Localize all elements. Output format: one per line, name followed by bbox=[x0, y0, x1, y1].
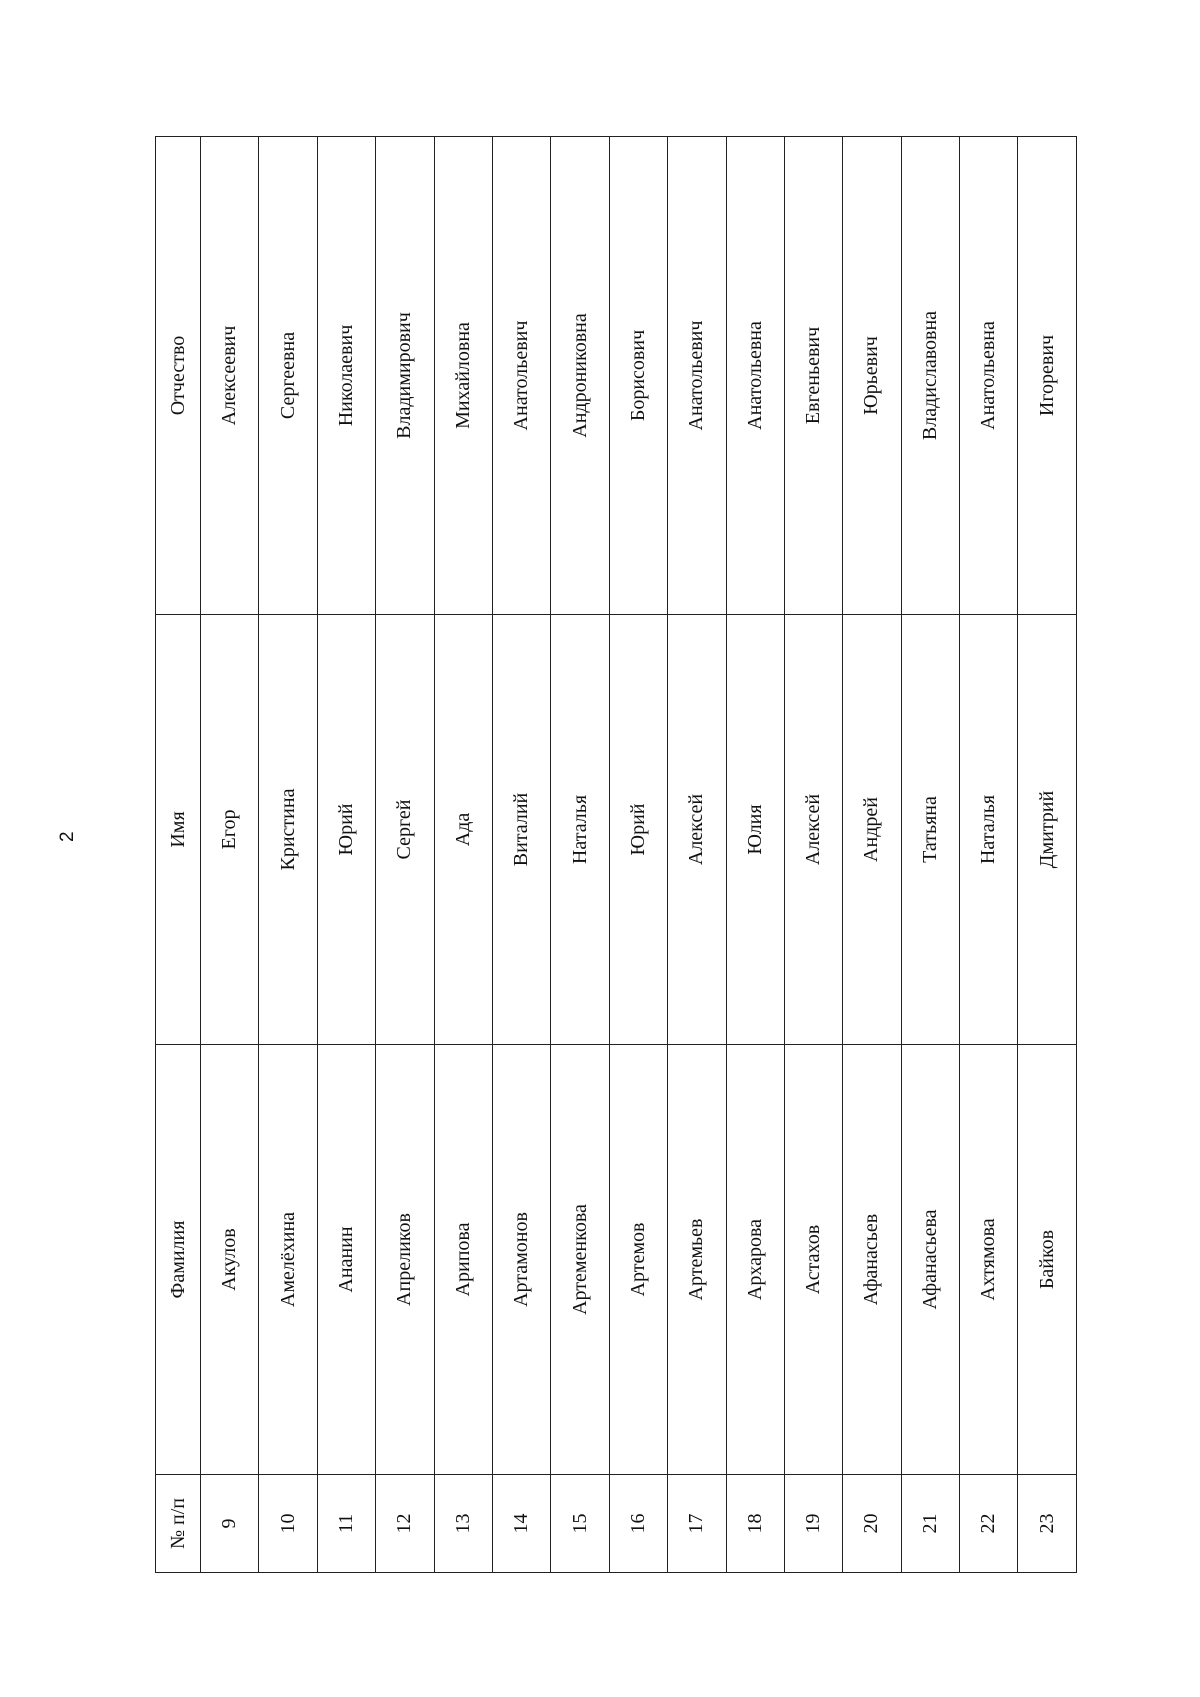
cell-first-name: Наталья bbox=[551, 615, 609, 1045]
cell-last-name: Артамонов bbox=[492, 1045, 550, 1475]
cell-num: 20 bbox=[843, 1475, 901, 1573]
table-row bbox=[843, 137, 901, 1573]
table-row bbox=[434, 137, 492, 1573]
table-row bbox=[492, 137, 550, 1573]
table-header-row bbox=[156, 137, 201, 1573]
table-row bbox=[784, 137, 842, 1573]
cell-last-name: Акулов bbox=[201, 1045, 259, 1475]
cell-first-name: Алексей bbox=[668, 615, 726, 1045]
cell-num: 19 bbox=[784, 1475, 842, 1573]
cell-first-name: Татьяна bbox=[901, 615, 959, 1045]
cell-patronymic: Михайловна bbox=[434, 137, 492, 615]
cell-num: 23 bbox=[1018, 1475, 1077, 1573]
table-row bbox=[609, 137, 667, 1573]
cell-last-name: Амелёхина bbox=[259, 1045, 317, 1475]
table-row bbox=[551, 137, 609, 1573]
cell-first-name: Юрий bbox=[317, 615, 375, 1045]
cell-patronymic: Евгеньевич bbox=[784, 137, 842, 615]
table-row bbox=[668, 137, 726, 1573]
cell-first-name: Алексей bbox=[784, 615, 842, 1045]
header-patronymic: Отчество bbox=[156, 137, 201, 615]
header-num: № п/п bbox=[156, 1475, 201, 1573]
cell-num: 9 bbox=[201, 1475, 259, 1573]
cell-first-name: Егор bbox=[201, 615, 259, 1045]
cell-patronymic: Анатольевна bbox=[960, 137, 1018, 615]
header-last-name: Фамилия bbox=[156, 1045, 201, 1475]
cell-patronymic: Анатольевич bbox=[492, 137, 550, 615]
cell-patronymic: Владимирович bbox=[376, 137, 434, 615]
cell-num: 16 bbox=[609, 1475, 667, 1573]
cell-patronymic: Анатольевич bbox=[668, 137, 726, 615]
cell-num: 21 bbox=[901, 1475, 959, 1573]
cell-patronymic: Сергеевна bbox=[259, 137, 317, 615]
page-number: 2 bbox=[57, 831, 78, 842]
cell-num: 11 bbox=[317, 1475, 375, 1573]
cell-first-name: Ада bbox=[434, 615, 492, 1045]
cell-last-name: Байков bbox=[1018, 1045, 1077, 1475]
cell-patronymic: Владиславовна bbox=[901, 137, 959, 615]
cell-first-name: Наталья bbox=[960, 615, 1018, 1045]
roster-table-container bbox=[155, 137, 1077, 1573]
cell-patronymic: Анатольевна bbox=[726, 137, 784, 615]
cell-patronymic: Алексеевич bbox=[201, 137, 259, 615]
cell-patronymic: Игоревич bbox=[1018, 137, 1077, 615]
cell-patronymic: Борисович bbox=[609, 137, 667, 615]
cell-num: 13 bbox=[434, 1475, 492, 1573]
table-row bbox=[726, 137, 784, 1573]
table-row bbox=[317, 137, 375, 1573]
cell-first-name: Дмитрий bbox=[1018, 615, 1077, 1045]
table-row bbox=[376, 137, 434, 1573]
header-first-name: Имя bbox=[156, 615, 201, 1045]
cell-last-name: Астахов bbox=[784, 1045, 842, 1475]
table-row bbox=[259, 137, 317, 1573]
cell-first-name: Юлия bbox=[726, 615, 784, 1045]
cell-num: 17 bbox=[668, 1475, 726, 1573]
cell-first-name: Андрей bbox=[843, 615, 901, 1045]
cell-last-name: Ананин bbox=[317, 1045, 375, 1475]
table-row bbox=[960, 137, 1018, 1573]
cell-patronymic: Николаевич bbox=[317, 137, 375, 615]
cell-first-name: Сергей bbox=[376, 615, 434, 1045]
cell-last-name: Артемов bbox=[609, 1045, 667, 1475]
cell-num: 15 bbox=[551, 1475, 609, 1573]
cell-first-name: Кристина bbox=[259, 615, 317, 1045]
cell-last-name: Артемьев bbox=[668, 1045, 726, 1475]
cell-first-name: Виталий bbox=[492, 615, 550, 1045]
cell-last-name: Апреликов bbox=[376, 1045, 434, 1475]
table-row bbox=[201, 137, 259, 1573]
table-row bbox=[901, 137, 959, 1573]
cell-last-name: Архарова bbox=[726, 1045, 784, 1475]
cell-num: 12 bbox=[376, 1475, 434, 1573]
table-row bbox=[1018, 137, 1077, 1573]
cell-last-name: Ахтямова bbox=[960, 1045, 1018, 1475]
cell-patronymic: Юрьевич bbox=[843, 137, 901, 615]
cell-last-name: Афанасьева bbox=[901, 1045, 959, 1475]
cell-first-name: Юрий bbox=[609, 615, 667, 1045]
cell-num: 18 bbox=[726, 1475, 784, 1573]
roster-table bbox=[155, 136, 1077, 1573]
cell-num: 10 bbox=[259, 1475, 317, 1573]
cell-last-name: Афанасьев bbox=[843, 1045, 901, 1475]
cell-patronymic: Андрониковна bbox=[551, 137, 609, 615]
cell-last-name: Артеменкова bbox=[551, 1045, 609, 1475]
cell-last-name: Арипова bbox=[434, 1045, 492, 1475]
cell-num: 14 bbox=[492, 1475, 550, 1573]
cell-num: 22 bbox=[960, 1475, 1018, 1573]
